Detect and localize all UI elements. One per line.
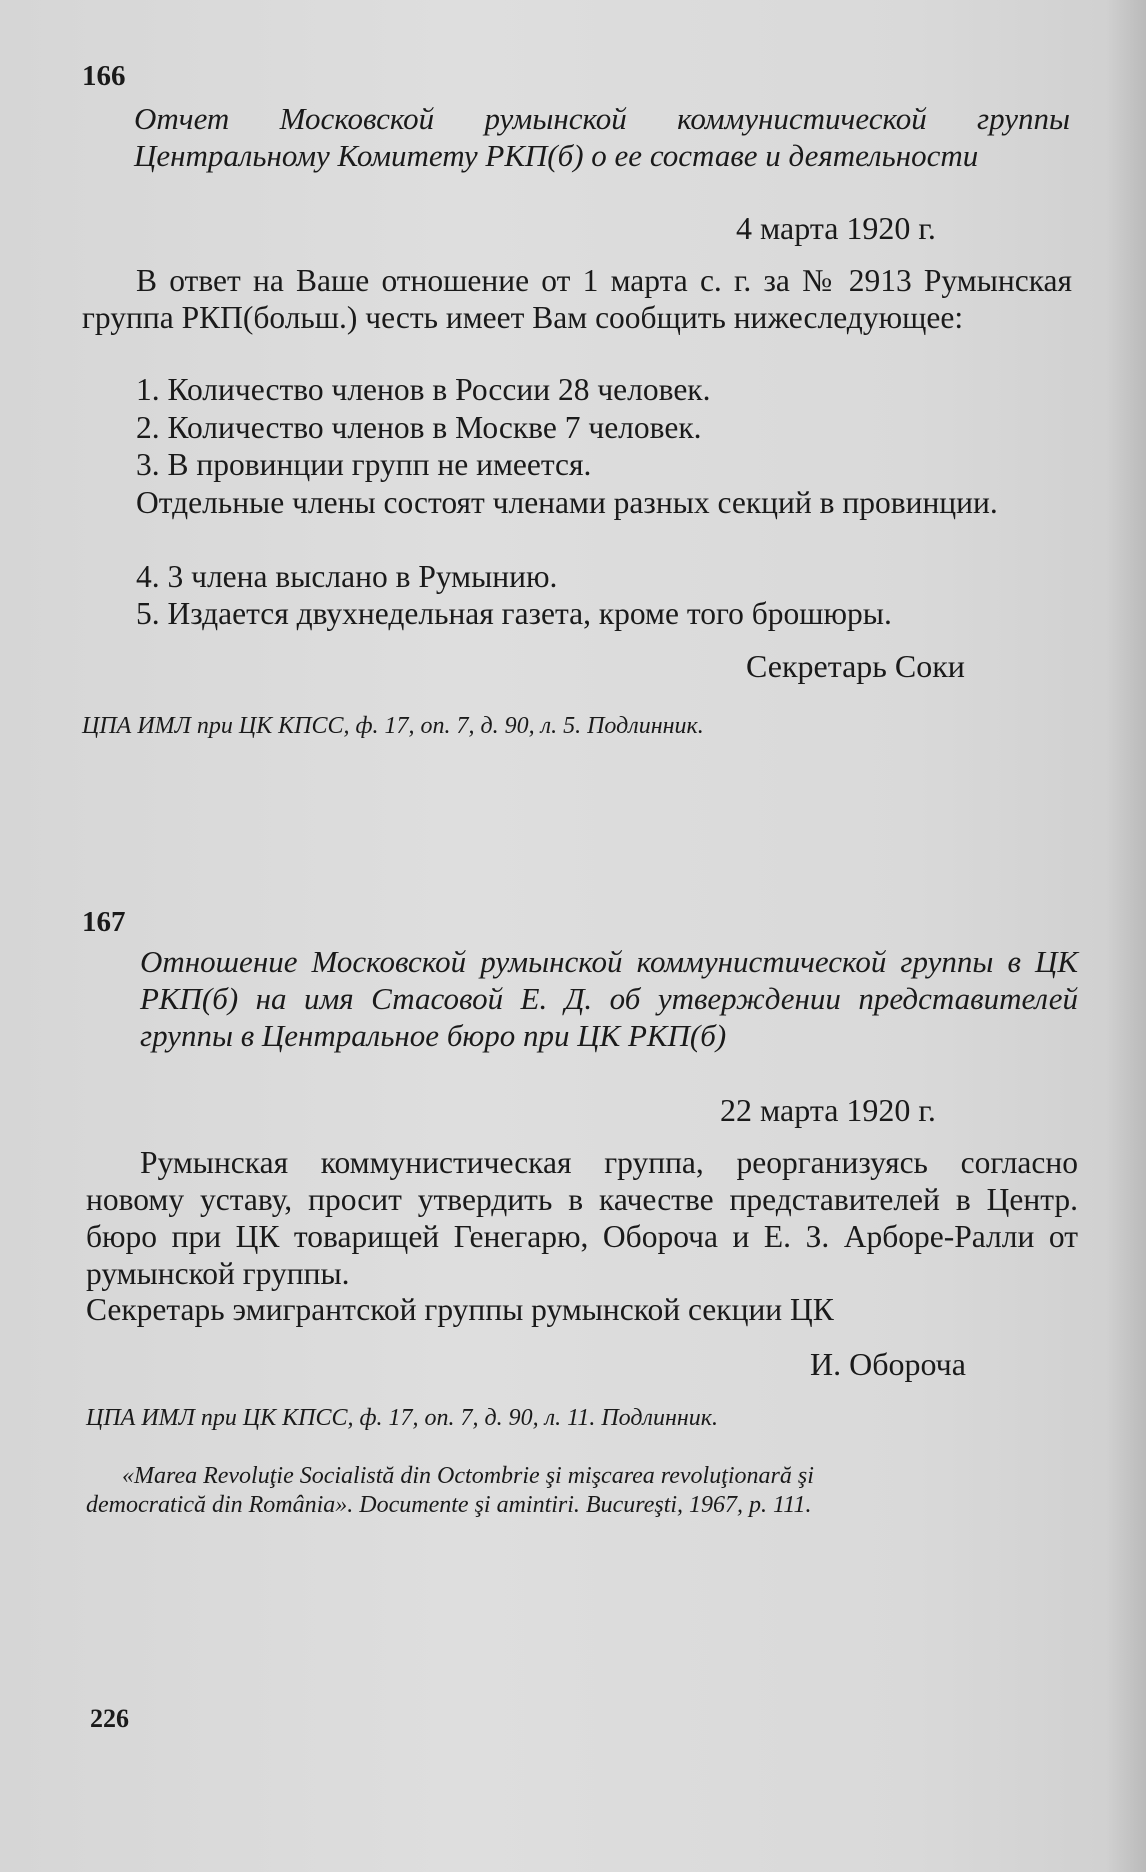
list-item: 1. Количество членов в России 28 человек. [136,372,711,407]
signer-title: Секретарь эмигрантской группы румынской секции ЦК [86,1292,834,1327]
signature: Секретарь Соки [746,648,965,684]
archive-source: ЦПА ИМЛ при ЦК КПСС, ф. 17, оп. 7, д. 90, л. 11. Подлинник. [86,1405,718,1431]
signature: И. Обороча [810,1346,966,1382]
document-body: Румынская коммунистическая группа, реорганизуясь согласно новому уставу, просит утвердить в качестве представителей в Центр. бюро при ЦК товарищей Генегарю, Обороча и Е. З. Арборе-Ралли от румынской группы. [86,1145,1078,1291]
document-number: 167 [82,906,126,938]
publication-reference: «Marea Revoluţie Socialistă din Octombrie şi mişcarea revoluţionară şi democratică din România». Documente şi amintiri. Bucureşti, 1967, p. 111. [86,1463,814,1518]
list-item: 2. Количество членов в Москве 7 человек. [136,410,702,445]
document-title: Отчет Московской румынской коммунистической группы Центральному Комитету РКП(б) о ее составе и деятельности [134,101,1070,173]
page-number: 226 [90,1704,129,1733]
page-edge-shadow [1106,0,1146,1872]
list-item: 5. Издается двухнедельная газета, кроме того брошюры. [136,596,892,631]
document-number: 166 [82,60,126,92]
document-note: Отдельные члены состоят членами разных секций в провинции. [136,485,998,520]
document-date: 4 марта 1920 г. [736,210,936,246]
document-title: Отношение Московской румынской коммунистической группы в ЦК РКП(б) на имя Стасовой Е. Д. об утверждении представителей группы в Центральное бюро при ЦК РКП(б) [140,944,1078,1053]
archive-source: ЦПА ИМЛ при ЦК КПСС, ф. 17, оп. 7, д. 90, л. 5. Подлинник. [82,713,704,739]
document-intro: В ответ на Ваше отношение от 1 марта с. г. за № 2913 Румынская группа РКП(больш.) честь имеет Вам сообщить нижеследующее: [82,263,1072,335]
list-item: 3. В провинции групп не имеется. [136,447,592,482]
list-item: 4. 3 члена выслано в Румынию. [136,559,558,594]
document-date: 22 марта 1920 г. [720,1092,936,1128]
